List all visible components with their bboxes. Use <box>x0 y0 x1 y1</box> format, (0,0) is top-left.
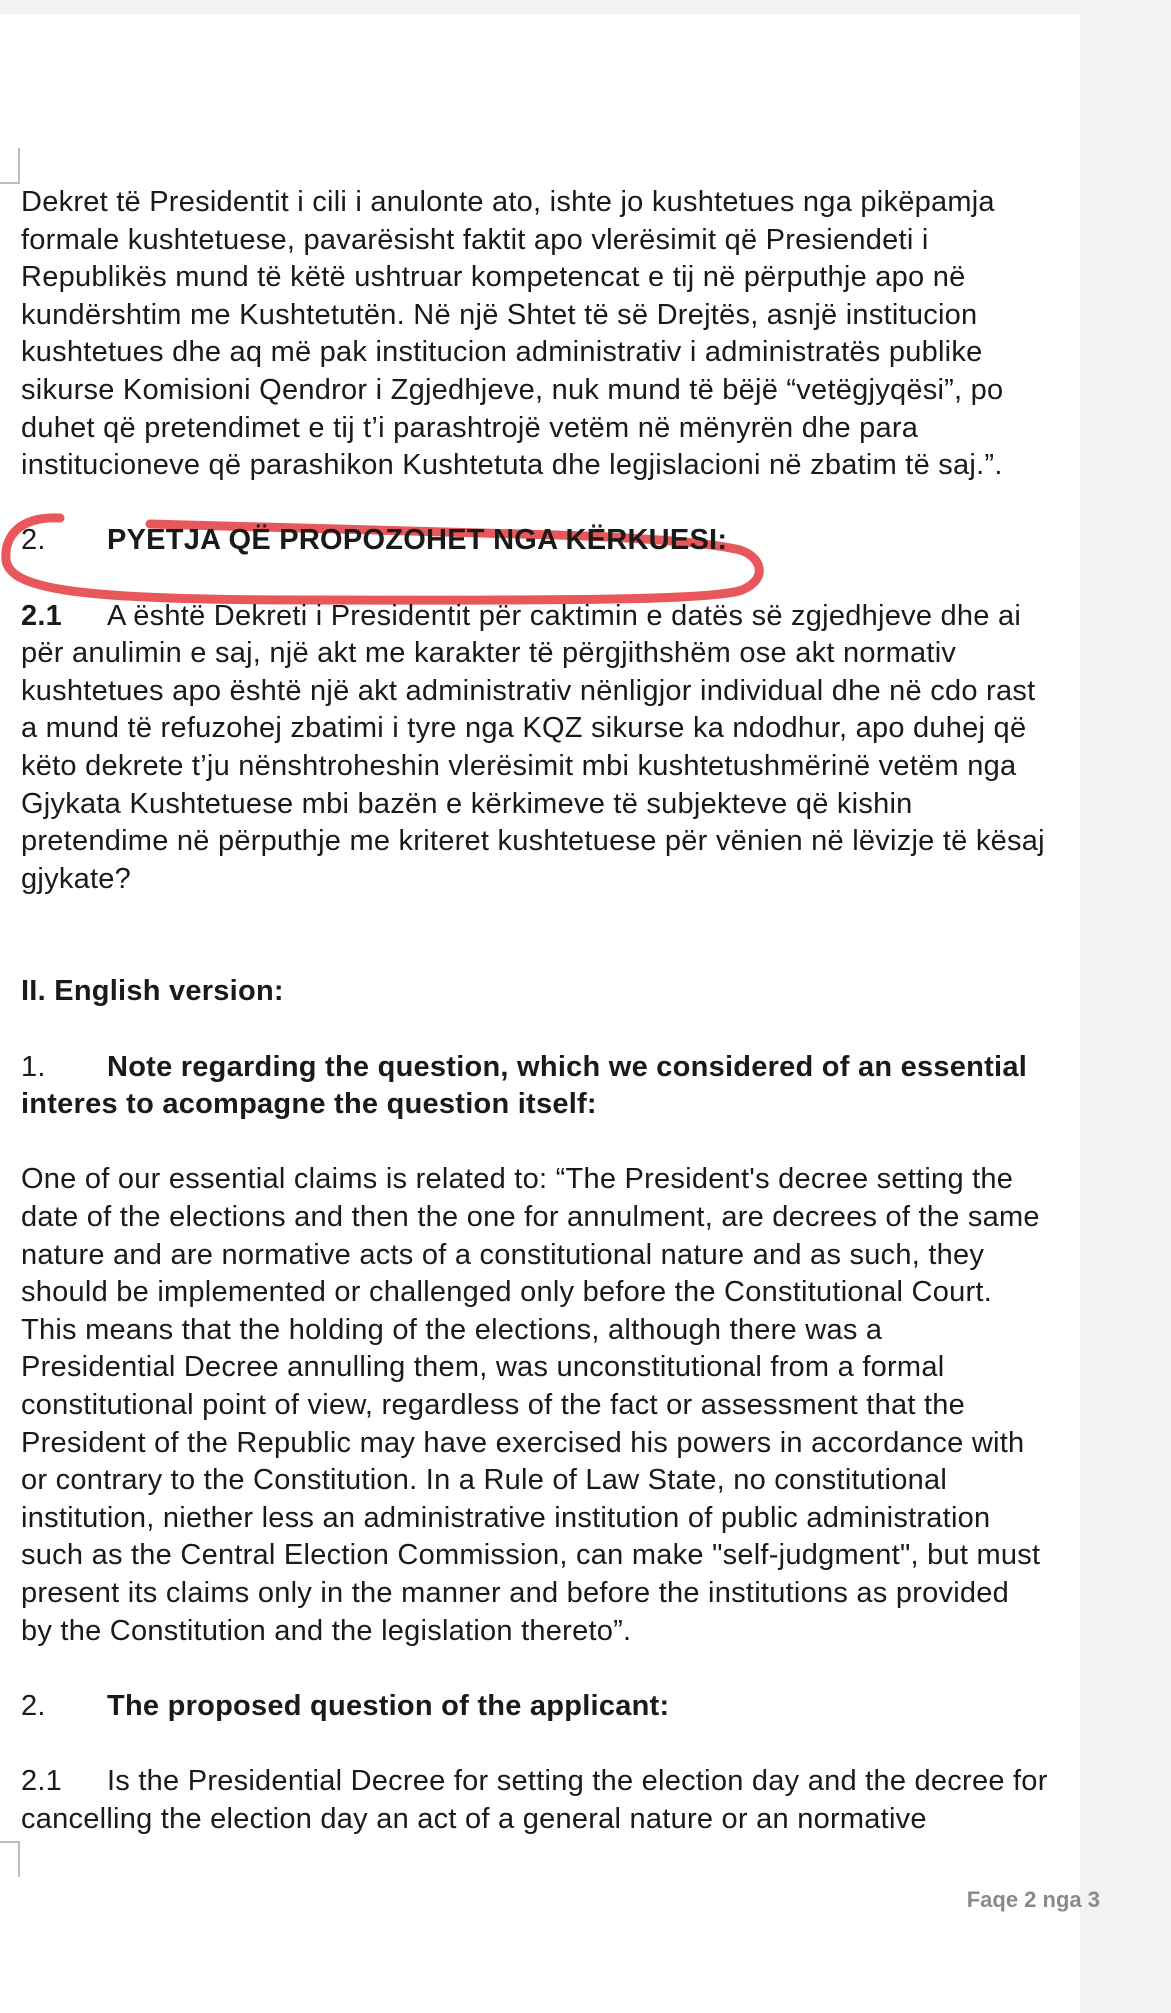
albanian-question-paragraph <box>21 598 1171 899</box>
english-claim-paragraph <box>21 1161 1171 1650</box>
intro-line <box>21 447 1171 485</box>
line-text: a mund të refuzohej zbatimi i tyre nga KQZ sikurse ka ndodhur, apo duhej që <box>21 712 1027 745</box>
line-text: constitutional point of view, regardless of the fact or assessment that the <box>21 1389 966 1421</box>
english-section-2-title: The proposed question of the applicant: <box>107 1689 670 1722</box>
question-line <box>21 710 1171 748</box>
line-text: gjykate? <box>21 862 132 895</box>
note-title-line <box>21 1049 1171 1087</box>
note-title-line <box>21 1086 1171 1124</box>
line-text: këto dekrete t’ju nënshtroheshin vlerësimit mbi kushtetushmërinë vetëm nga <box>21 749 1017 782</box>
note-number: 1. <box>21 1050 46 1083</box>
line-text: Note regarding the question, which we considered of an essential <box>107 1050 1027 1083</box>
question-line <box>21 823 1171 861</box>
line-text: kushtetues apo është një akt administrativ nënligjor individual dhe në cdo rast <box>21 674 1036 707</box>
section-2-number: 2. <box>21 524 46 557</box>
line-text: Dekret të Presidentit i cili i anulonte ato, ishte jo kushtetues nga pikëpamja <box>21 186 995 218</box>
line-text: institution, niether less an administrative institution of public administration <box>21 1501 991 1534</box>
albanian-intro-paragraph <box>21 184 1171 485</box>
question-line <box>21 786 1171 824</box>
question-line <box>21 673 1171 711</box>
line-text: A është Dekreti i Presidentit për caktimin e datës së zgjedhjeve dhe ai <box>107 599 1022 632</box>
line-text: such as the Central Election Commission, can make "self-judgment", but must <box>21 1539 1041 1572</box>
line-text: cancelling the election day an act of a general nature or an normative <box>21 1802 927 1835</box>
intro-line <box>21 410 1171 448</box>
line-text: Presidential Decree annulling them, was unconstitutional from a formal <box>21 1351 945 1384</box>
claim-line <box>21 1387 1171 1425</box>
line-text: One of our essential claims is related to: “The President's decree setting the <box>21 1163 1014 1196</box>
line-text: sikurse Komisioni Qendror i Zgjedhjeve, nuk mund të bëjë “vetëgjyqësi”, po <box>21 373 1004 406</box>
section-2-title: PYETJA QË PROPOZOHET NGA KËRKUESI: <box>107 524 728 557</box>
question-number: 2.1 <box>21 1764 63 1797</box>
question-line <box>21 635 1171 673</box>
line-text: or contrary to the Constitution. In a Rule of Law State, no constitutional <box>21 1464 948 1497</box>
english-section-2-heading <box>21 1688 1171 1726</box>
claim-line <box>21 1613 1171 1651</box>
document-page <box>0 14 1100 2013</box>
claim-line <box>21 1237 1171 1275</box>
intro-line <box>21 334 1171 372</box>
line-text: by the Constitution and the legislation thereto”. <box>21 1614 632 1647</box>
page-number-footer: Faqe 2 nga 3 <box>966 1887 1100 1912</box>
line-text: date of the elections and then the one for annulment, are decrees of the same <box>21 1201 1040 1234</box>
line-text: formale kushtetuese, pavarësisht faktit apo vlerësimit që Presiendeti i <box>21 223 929 256</box>
intro-line <box>21 297 1171 335</box>
line-text: duhet që pretendimet e tij t’i parashtrojë vetëm në mënyrën dhe para <box>21 411 919 444</box>
page-corner-marker-bottom <box>0 1841 20 1877</box>
section-2-heading <box>21 522 1171 560</box>
claim-line <box>21 1199 1171 1237</box>
page-corner-marker-top <box>0 148 20 184</box>
question-line <box>21 1801 1171 1839</box>
line-text: Republikës mund të këtë ushtruar kompetencat e tij në përputhje apo në <box>21 261 966 294</box>
claim-line <box>21 1349 1171 1387</box>
intro-line <box>21 372 1171 410</box>
line-text: interes to acompagne the question itself: <box>21 1088 597 1121</box>
line-text: kundërshtim me Kushtetutën. Në një Shtet të së Drejtës, asnjë institucion <box>21 298 978 331</box>
intro-line <box>21 222 1171 260</box>
line-text: present its claims only in the manner and before the institutions as provided <box>21 1576 1010 1609</box>
line-text: kushtetues dhe aq më pak institucion administrativ i administratës publike <box>21 336 983 369</box>
claim-line <box>21 1462 1171 1500</box>
question-line <box>21 748 1171 786</box>
line-text: për anulimin e saj, një akt me karakter të përgjithshëm ose akt normativ <box>21 637 957 670</box>
english-version-heading: II. English version: <box>21 975 284 1008</box>
english-note-heading <box>21 1049 1171 1124</box>
document-body <box>21 184 1171 1838</box>
claim-line <box>21 1425 1171 1463</box>
intro-line <box>21 184 1171 222</box>
claim-line <box>21 1274 1171 1312</box>
question-number: 2.1 <box>21 599 63 632</box>
question-line <box>21 598 1171 636</box>
line-text: pretendime në përputhje me kriteret kushtetuese për vënien në lëvizje të kësaj <box>21 825 1045 858</box>
intro-line <box>21 259 1171 297</box>
line-text: This means that the holding of the elections, although there was a <box>21 1313 883 1346</box>
line-text: Gjykata Kushtetuese mbi bazën e kërkimeve të subjekteve që kishin <box>21 787 913 820</box>
line-text: Is the Presidential Decree for setting the election day and the decree for <box>107 1764 1048 1797</box>
english-section-2-number: 2. <box>21 1689 46 1722</box>
english-question-paragraph <box>21 1763 1171 1838</box>
claim-line <box>21 1500 1171 1538</box>
claim-line <box>21 1537 1171 1575</box>
line-text: nature and are normative acts of a constitutional nature and as such, they <box>21 1238 985 1271</box>
line-text: institucioneve që parashikon Kushtetuta dhe legjislacioni në zbatim të saj.”. <box>21 449 1003 482</box>
line-text: should be implemented or challenged only before the Constitutional Court. <box>21 1276 993 1309</box>
claim-line <box>21 1161 1171 1199</box>
question-line <box>21 861 1171 899</box>
question-line <box>21 1763 1171 1801</box>
line-text: President of the Republic may have exercised his powers in accordance with <box>21 1426 1025 1459</box>
claim-line <box>21 1575 1171 1613</box>
claim-line <box>21 1312 1171 1350</box>
